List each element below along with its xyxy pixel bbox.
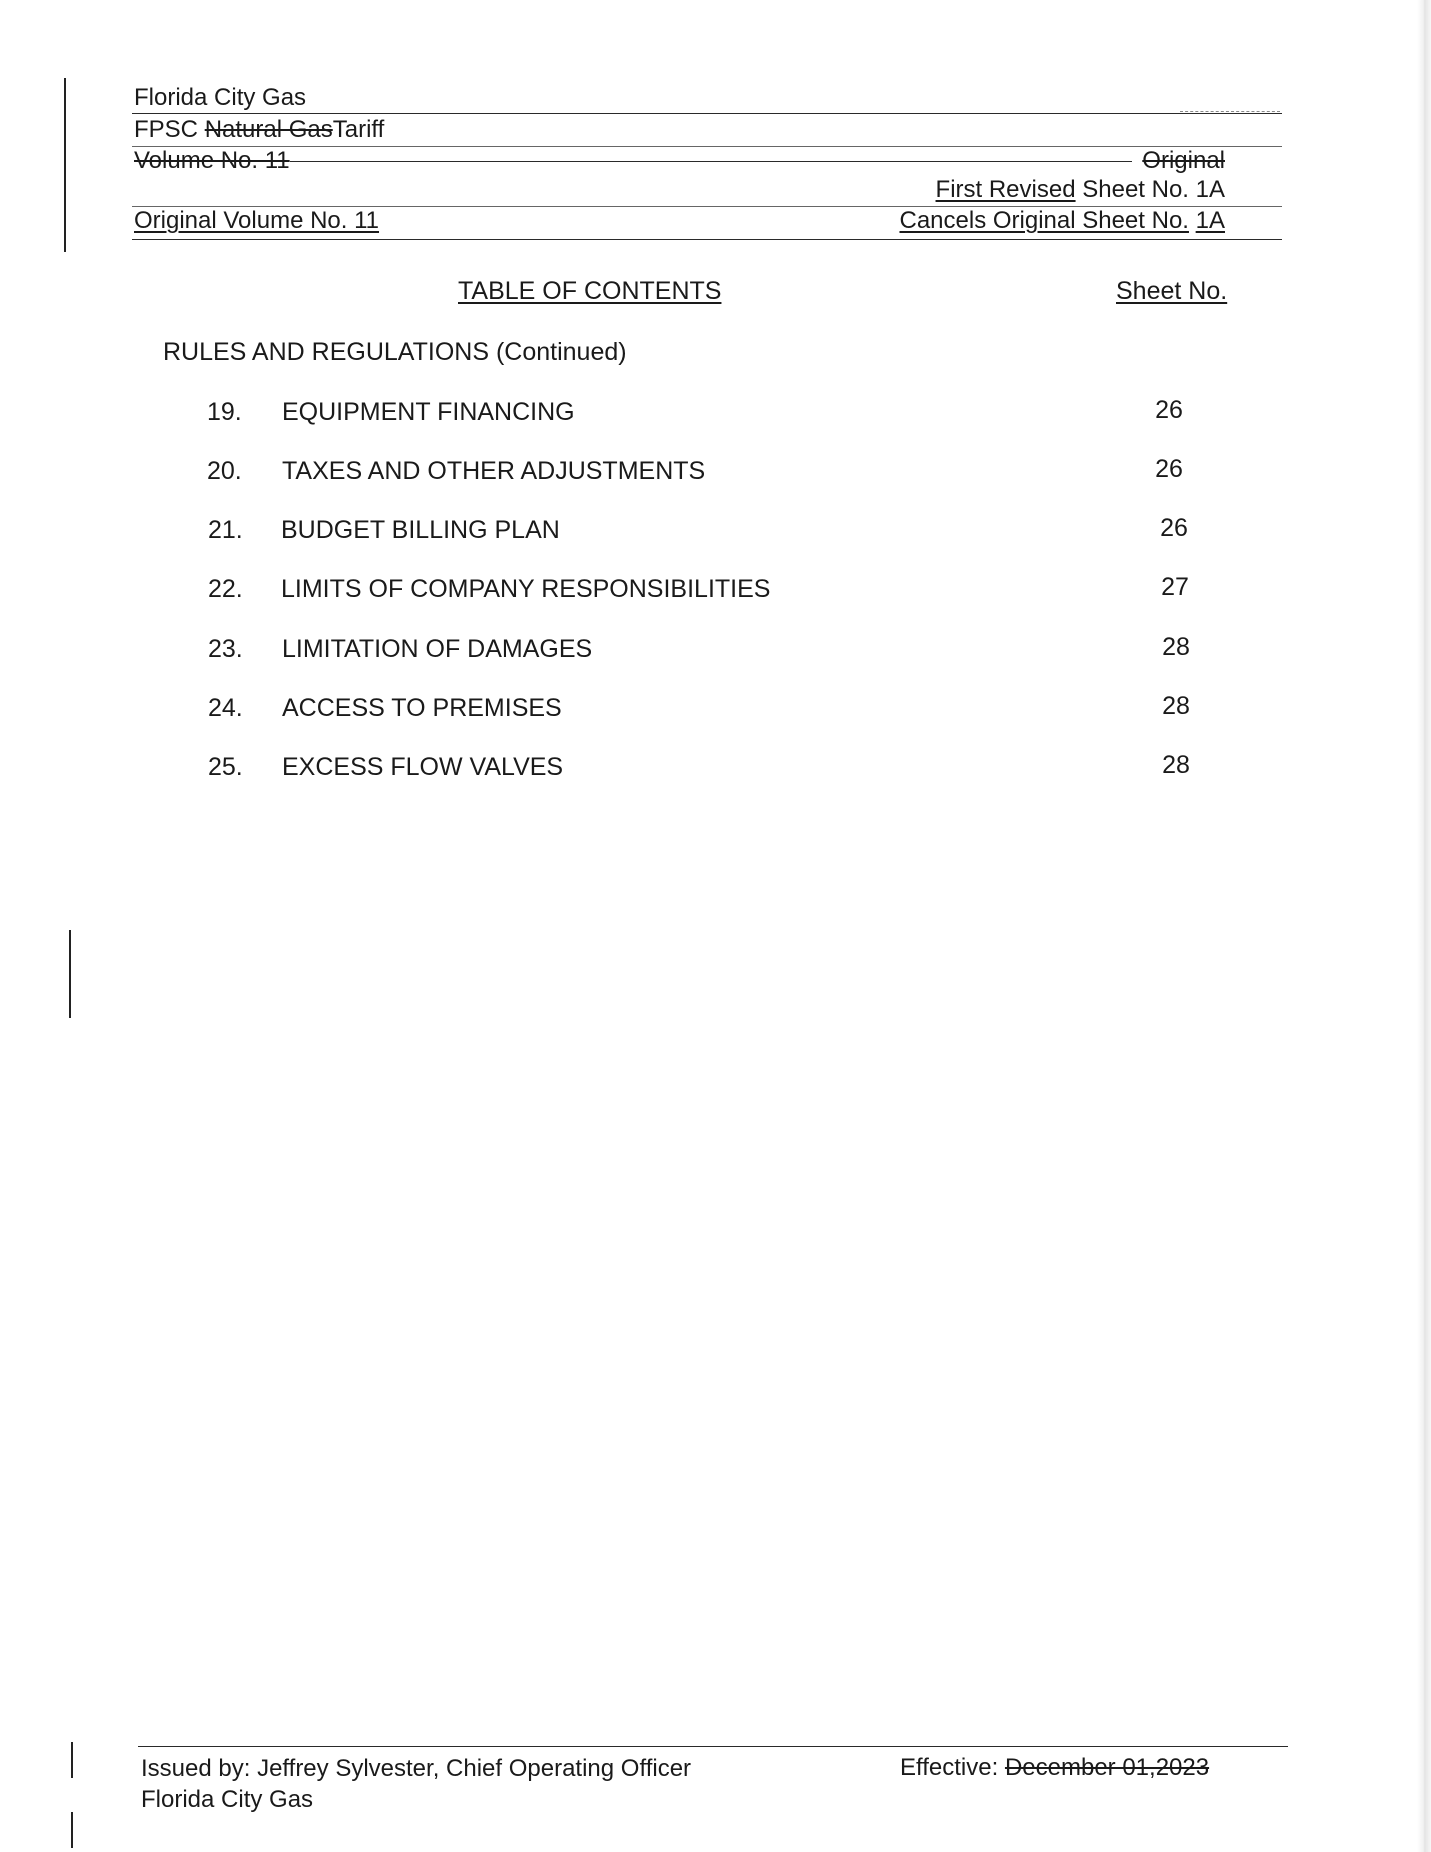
toc-item-sheet: 26	[1155, 396, 1183, 424]
company-name: Florida City Gas	[134, 84, 307, 111]
toc-item-sheet: 27	[1161, 573, 1189, 601]
revised-label: First Revised	[935, 176, 1076, 203]
header-rule-2	[132, 146, 1282, 147]
cancels-text: Cancels Original Sheet No.	[899, 207, 1189, 234]
cancels-sheet: 1A	[1195, 207, 1225, 234]
footer-company: Florida City Gas	[141, 1786, 314, 1813]
toc-item-title: EXCESS FLOW VALVES	[282, 753, 564, 781]
toc-item-number: 24.	[208, 694, 243, 722]
toc-title: TABLE OF CONTENTS	[458, 277, 722, 305]
toc-item-number: 23.	[208, 635, 243, 663]
revision-bar-header	[64, 78, 66, 252]
original-struck: Original	[1142, 147, 1225, 174]
revision-bar-footer-1	[71, 1742, 73, 1778]
toc-item-title: LIMITS OF COMPANY RESPONSIBILITIES	[281, 575, 771, 603]
toc-sheet-header: Sheet No.	[1116, 277, 1228, 305]
toc-item-title: ACCESS TO PREMISES	[282, 694, 562, 722]
toc-item-sheet: 26	[1155, 455, 1183, 483]
header-rule-4	[132, 239, 1282, 240]
header-rule-1-dashed	[1180, 111, 1280, 112]
revision-bar-footer-2	[71, 1812, 73, 1848]
toc-item-title: EQUIPMENT FINANCING	[282, 398, 575, 426]
toc-item-number: 19.	[207, 398, 242, 426]
cancels-line	[899, 207, 1225, 235]
toc-item-number: 22.	[208, 575, 243, 603]
effective-struck-date: December 01,2023	[1004, 1754, 1210, 1781]
toc-item-number: 21.	[208, 516, 243, 544]
scan-page-edge	[1417, 0, 1431, 1852]
footer-effective	[900, 1754, 1209, 1782]
toc-item-number: 20.	[207, 457, 242, 485]
tariff-prefix: FPSC	[134, 116, 199, 143]
volume-new: Original Volume No. 11	[134, 207, 380, 234]
toc-item-sheet: 28	[1162, 633, 1190, 661]
tariff-suffix: Tariff	[332, 116, 385, 143]
toc-item-title: TAXES AND OTHER ADJUSTMENTS	[282, 457, 706, 485]
effective-label: Effective:	[900, 1754, 999, 1781]
toc-item-title: LIMITATION OF DAMAGES	[282, 635, 593, 663]
toc-item-sheet: 28	[1162, 692, 1190, 720]
sheet-label: Sheet No. 1A	[1082, 176, 1225, 203]
sheet-number-line	[936, 176, 1225, 204]
footer-issued-by: Issued by: Jeffrey Sylvester, Chief Operating Officer	[141, 1755, 692, 1782]
toc-item-sheet: 28	[1162, 751, 1190, 779]
volume-strike-continuation	[290, 161, 1132, 162]
header-rule-1	[132, 113, 1282, 114]
toc-section-heading: RULES AND REGULATIONS (Continued)	[163, 338, 627, 366]
tariff-label	[134, 116, 384, 144]
volume-struck: Volume No. 11	[134, 147, 290, 174]
footer-rule	[138, 1746, 1288, 1747]
toc-item-number: 25.	[208, 753, 243, 781]
tariff-struck-text: Natural Gas	[204, 116, 333, 143]
toc-item-title: BUDGET BILLING PLAN	[281, 516, 560, 544]
revision-bar-middle	[69, 930, 71, 1018]
toc-item-sheet: 26	[1160, 514, 1188, 542]
